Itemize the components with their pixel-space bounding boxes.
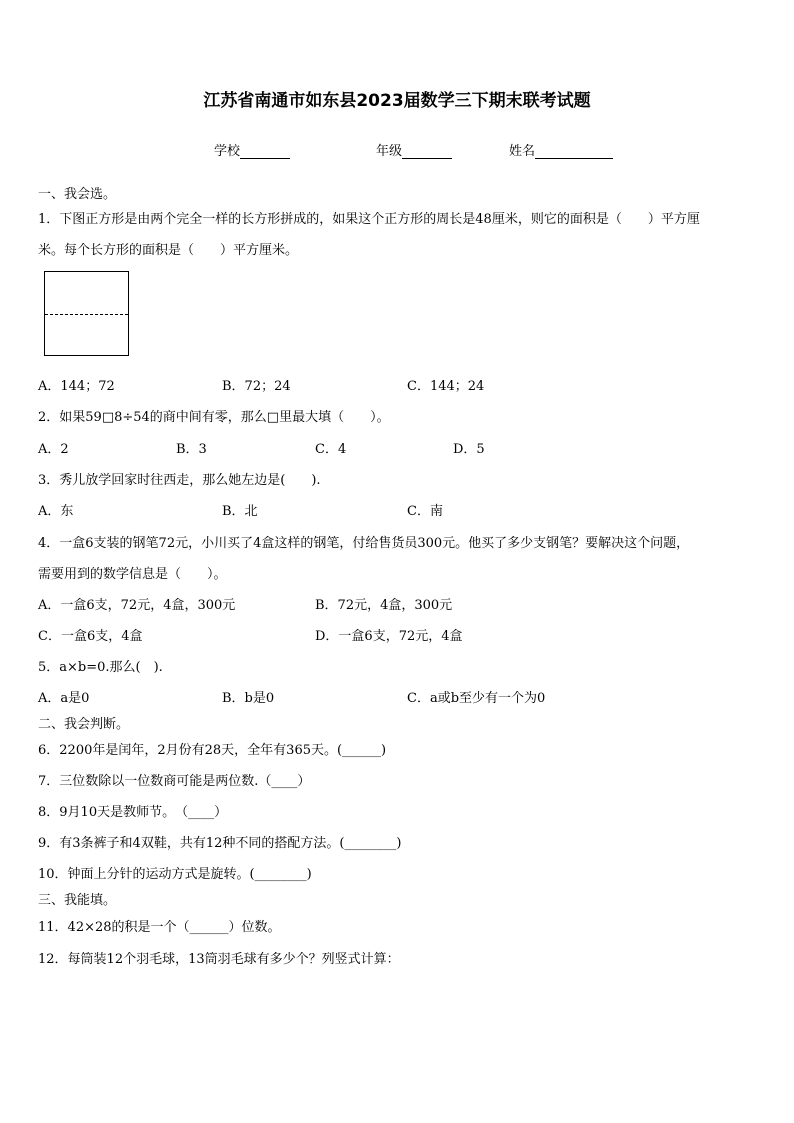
question-1-line-1: 1．下图正方形是由两个完全一样的长方形拼成的，如果这个正方形的周长是48厘米，则它的面积是（ ）平方厘 [38, 212, 700, 227]
q3-option-a[interactable]: A．东 [38, 504, 74, 519]
grade-label: 年级 [376, 144, 403, 159]
question-5: 5．a×b=0.那么( ). [38, 660, 163, 675]
q1-option-b[interactable]: B．72；24 [222, 379, 291, 394]
q2-option-a[interactable]: A．2 [38, 442, 69, 457]
school-blank[interactable] [240, 145, 290, 159]
grade-field[interactable] [376, 140, 452, 159]
section-heading-fill: 三、我能填。 [38, 893, 117, 908]
question-10: 10．钟面上分针的运动方式是旋转。(________) [38, 867, 312, 882]
q3-option-c[interactable]: C．南 [407, 504, 443, 519]
q1-option-a[interactable]: A．144；72 [38, 379, 115, 394]
q2-option-d[interactable]: D．5 [453, 442, 485, 457]
dashed-divider [45, 314, 128, 315]
question-1-line-2: 米。每个长方形的面积是（ ）平方厘米。 [38, 243, 299, 258]
question-9: 9．有3条裤子和4双鞋，共有12种不同的搭配方法。(________) [38, 836, 402, 851]
page-title: 江苏省南通市如东县2023届数学三下期末联考试题 [203, 91, 591, 111]
question-4-line-2: 需要用到的数学信息是（ ）。 [38, 567, 227, 582]
question-3: 3．秀儿放学回家时往西走，那么她左边是( ). [38, 473, 321, 488]
question-6: 6．2200年是闰年，2月份有28天，全年有365天。(______) [38, 743, 387, 758]
q3-option-b[interactable]: B．北 [222, 504, 258, 519]
q4-option-b[interactable]: B．72元，4盒，300元 [315, 598, 453, 613]
q4-option-a[interactable]: A．一盒6支，72元，4盒，300元 [38, 598, 236, 613]
q5-option-a[interactable]: A．a是0 [38, 691, 90, 706]
q5-option-c[interactable]: C．a或b至少有一个为0 [407, 691, 546, 706]
q2-option-b[interactable]: B．3 [176, 442, 207, 457]
q1-option-c[interactable]: C．144；24 [407, 379, 485, 394]
question-8: 8．9月10天是教师节。 （____） [38, 805, 228, 820]
school-label: 学校 [214, 144, 241, 159]
question-7: 7．三位数除以一位数商可能是两位数.（____） [38, 774, 311, 789]
name-label: 姓名 [509, 144, 536, 159]
question-11: 11．42×28的积是一个（______）位数。 [38, 920, 281, 935]
section-heading-judge: 二、我会判断。 [38, 717, 130, 732]
square-figure [44, 271, 129, 356]
question-12: 12．每筒装12个羽毛球，13筒羽毛球有多少个？列竖式计算： [38, 952, 400, 967]
name-blank[interactable] [535, 145, 613, 159]
section-heading-choice: 一、我会选。 [38, 187, 117, 202]
school-field[interactable] [214, 140, 290, 159]
question-4-line-1: 4．一盒6支装的钢笔72元，小川买了4盒这样的钢笔，付给售货员300元。他买了多少支钢笔？要解决这个问题， [38, 536, 690, 551]
q4-option-d[interactable]: D．一盒6支，72元，4盒 [315, 629, 463, 644]
q4-option-c[interactable]: C．一盒6支，4盒 [38, 629, 143, 644]
q5-option-b[interactable]: B．b是0 [222, 691, 275, 706]
name-field[interactable] [509, 140, 613, 159]
q2-option-c[interactable]: C．4 [315, 442, 347, 457]
question-2: 2．如果59□8÷54的商中间有零，那么□里最大填（ ）。 [38, 410, 390, 425]
grade-blank[interactable] [402, 145, 452, 159]
